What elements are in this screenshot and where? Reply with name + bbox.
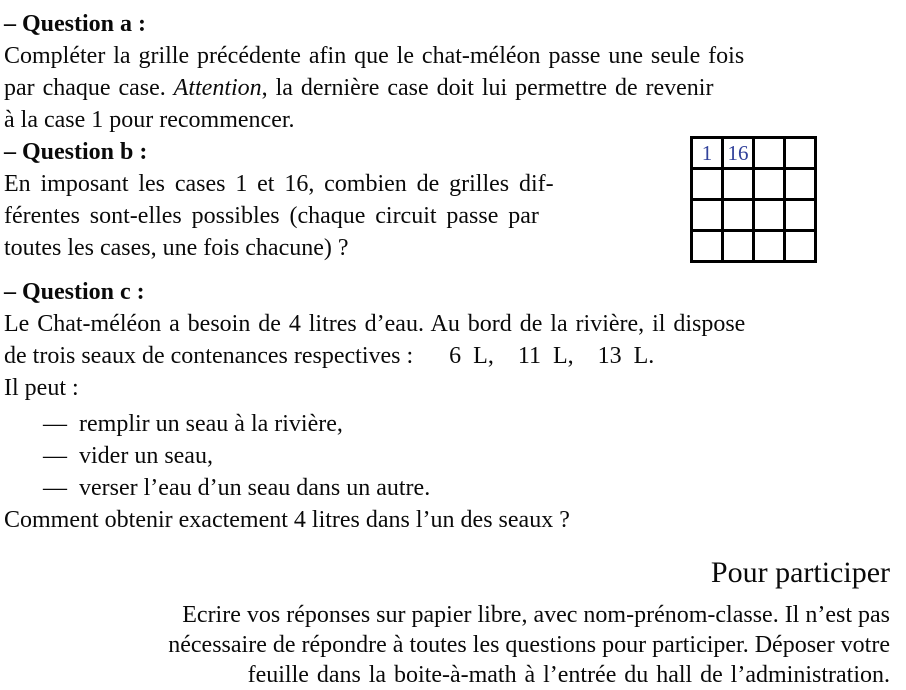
participate-line-2: nécessaire de répondre à toutes les questions pour participer. Déposer votre — [168, 632, 890, 658]
grid-cell — [723, 231, 754, 262]
grid-cell — [785, 138, 816, 169]
question-a-line-1: Compléter la grille précédente afin que le chat-méléon passe une seule fois — [4, 43, 745, 69]
question-b-line-1: En imposant les cases 1 et 16, combien de grilles dif- — [4, 171, 554, 197]
grid-cell — [785, 169, 816, 200]
grid-row — [692, 231, 816, 262]
grid-cell — [692, 169, 723, 200]
grid-cell — [785, 200, 816, 231]
question-c-line-2: de trois seaux de contenances respectives : 6 L, 11 L, 13 L. — [4, 343, 655, 369]
question-c-line-1: Le Chat-méléon a besoin de 4 litres d’eau. Au bord de la rivière, il dispose — [4, 311, 746, 337]
list-item — [4, 472, 898, 504]
participate-line-3: feuille dans la boite-à-math à l’entrée du hall de l’administration. — [247, 662, 890, 688]
list-item — [4, 408, 898, 440]
grid-row — [692, 138, 816, 169]
grid-cell — [785, 231, 816, 262]
list-item — [4, 440, 898, 472]
question-c-closing: Comment obtenir exactement 4 litres dans l’un des seaux ? — [4, 507, 570, 533]
participate-paragraph — [4, 600, 898, 690]
grid-cell — [692, 231, 723, 262]
dash-bullet: — — [43, 475, 67, 501]
question-a-line-3: à la case 1 pour recommencer. — [4, 107, 295, 133]
question-c-line-3: Il peut : — [4, 375, 79, 401]
question-c-action-list — [4, 408, 898, 504]
grid-cell — [754, 231, 785, 262]
grid-cell — [754, 169, 785, 200]
grid-cell — [754, 200, 785, 231]
question-a-line-2 — [4, 72, 898, 104]
question-a-line-2-post: , la dernière case doit lui permettre de revenir — [261, 75, 714, 101]
dash-bullet: — — [43, 443, 67, 469]
question-b-line-3: toutes les cases, une fois chacune) ? — [4, 235, 349, 261]
question-a-line-2-pre: par chaque case. — [4, 75, 174, 101]
question-c-heading: – Question c : — [4, 279, 145, 305]
grid-cell — [754, 138, 785, 169]
grid-cell — [723, 169, 754, 200]
list-item-text: verser l’eau d’un seau dans un autre. — [79, 475, 431, 501]
question-a-line-2-italic: Attention — [173, 75, 262, 101]
question-b-line-2: férentes sont-elles possibles (chaque circuit passe par — [4, 203, 539, 229]
question-a-paragraph — [4, 40, 898, 136]
question-b-heading: – Question b : — [4, 139, 148, 165]
list-item-text: vider un seau, — [79, 443, 213, 469]
grid-cell — [723, 200, 754, 231]
question-a-heading: – Question a : — [4, 11, 147, 37]
list-item-text: remplir un seau à la rivière, — [79, 411, 343, 437]
grid-cell — [692, 200, 723, 231]
participate-title: Pour participer — [710, 556, 890, 589]
grid-row — [692, 200, 816, 231]
puzzle-grid — [690, 136, 817, 263]
dash-bullet: — — [43, 411, 67, 437]
participate-line-1: Ecrire vos réponses sur papier libre, avec nom-prénom-classe. Il n’est pas — [182, 602, 890, 628]
grid-cell: 16 — [723, 138, 754, 169]
grid-row — [692, 169, 816, 200]
grid-cell: 1 — [692, 138, 723, 169]
question-c-paragraph — [4, 308, 898, 404]
